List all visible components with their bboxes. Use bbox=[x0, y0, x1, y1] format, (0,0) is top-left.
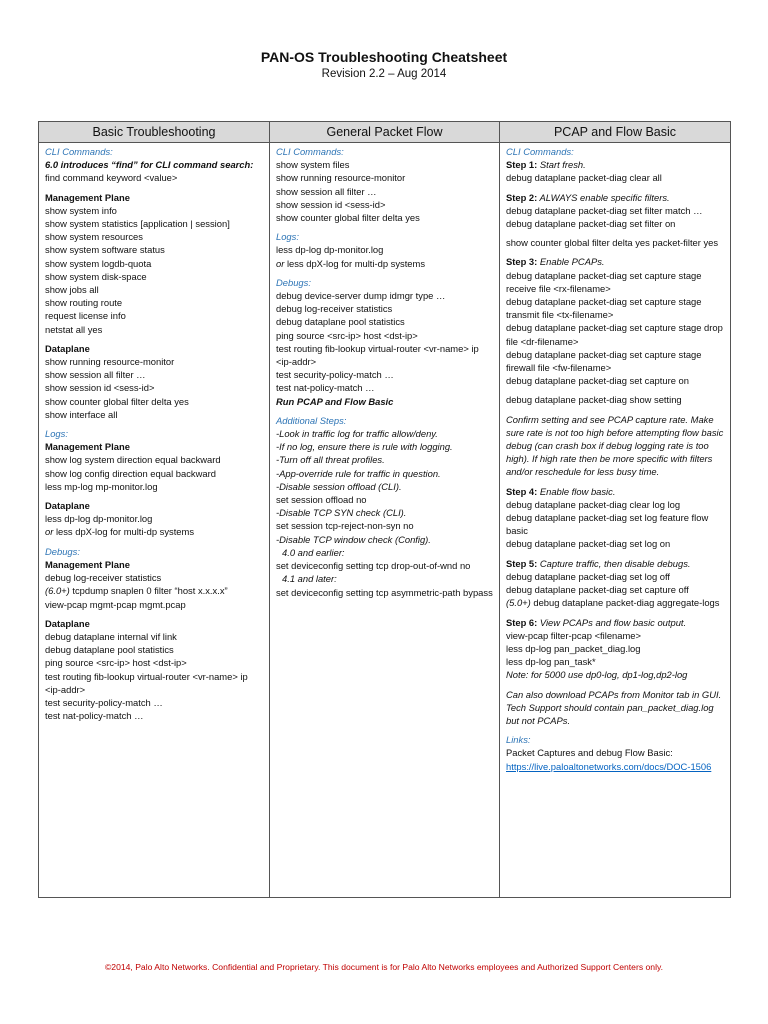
section-label: Logs: bbox=[276, 231, 299, 243]
step-number: Step 5: bbox=[506, 557, 538, 569]
command-line: set deviceconfig setting tcp asymmetric-path bypass bbox=[276, 586, 493, 598]
command-line: netstat all yes bbox=[45, 323, 103, 335]
command-line: set session offload no bbox=[276, 494, 367, 506]
command-line: ping source <src-ip> host <dst-ip> bbox=[276, 329, 418, 341]
command-line: show system resources bbox=[45, 231, 143, 243]
section-label: Debugs: bbox=[45, 545, 80, 557]
step-line bbox=[506, 557, 724, 570]
note-line: Note: for 5000 use dp0-log, dp1-log,dp2-log bbox=[506, 669, 688, 681]
command-line: find command keyword <value> bbox=[45, 172, 178, 184]
command-line: show counter global filter delta yes bbox=[45, 395, 189, 407]
step-number: Step 2: bbox=[506, 191, 538, 203]
step-description: Start fresh. bbox=[537, 159, 586, 171]
version-note: 4.1 and later: bbox=[282, 573, 337, 585]
step-number: Step 3: bbox=[506, 256, 538, 268]
command-line: show log config direction equal backward bbox=[45, 467, 216, 479]
step-number: Step 4: bbox=[506, 485, 538, 497]
command-line: debug dataplane packet-diag set log on bbox=[506, 538, 671, 550]
column-pcap-flow-basic bbox=[500, 143, 731, 898]
note-line: -Look in traffic log for traffic allow/deny. bbox=[276, 428, 438, 440]
command-line: debug dataplane packet-diag show setting bbox=[506, 394, 682, 406]
prefix: or bbox=[45, 526, 54, 538]
command-line bbox=[276, 257, 493, 270]
step-line bbox=[506, 485, 724, 498]
command-line: show counter global filter delta yes packet-filter yes bbox=[506, 237, 719, 249]
command-line: less dp-log pan_packet_diag.log bbox=[506, 642, 641, 654]
note-line: -If no log, ensure there is rule with logging. bbox=[276, 441, 453, 453]
step-description: ALWAYS enable specific filters. bbox=[537, 191, 670, 203]
command-line: show routing route bbox=[45, 297, 123, 309]
command-line: debug dataplane packet-diag set capture stage receive file <rx-filename> bbox=[506, 269, 702, 294]
command-line: debug device-server dump idmgr type … bbox=[276, 290, 446, 302]
step-number: Step 1: bbox=[506, 159, 538, 171]
command-line: show system files bbox=[276, 159, 350, 171]
command-line: view-pcap filter-pcap <filename> bbox=[506, 629, 641, 641]
command-line: ping source <src-ip> host <dst-ip> bbox=[45, 657, 187, 669]
step-description: Enable flow basic. bbox=[537, 485, 616, 497]
command-line: debug dataplane packet-diag set capture stage transmit file <tx-filename> bbox=[506, 296, 702, 321]
command-line: test nat-policy-match … bbox=[276, 382, 375, 394]
command-line: show interface all bbox=[45, 408, 118, 420]
command-line: show system info bbox=[45, 204, 117, 216]
note-line: -Disable TCP window check (Config). bbox=[276, 533, 431, 545]
command-line: debug dataplane packet-diag set filter on bbox=[506, 218, 676, 230]
column-basic-troubleshooting bbox=[39, 143, 270, 898]
step-line bbox=[506, 255, 724, 268]
step-line bbox=[506, 616, 724, 629]
command-text: less dpX-log for multi-dp systems bbox=[284, 257, 426, 269]
note-line: Confirm setting and see PCAP capture rate. Make sure rate is not too high before attempting flow basic debug (can crash box if debug logging rate is too high). If high rate then be more specific with filters and/or reschedule for less busy time. bbox=[506, 413, 724, 478]
step-description: Capture traffic, then disable debugs. bbox=[537, 557, 691, 569]
column-general-packet-flow bbox=[270, 143, 500, 898]
command-line: test nat-policy-match … bbox=[45, 710, 144, 722]
page-title: PAN-OS Troubleshooting Cheatsheet bbox=[260, 49, 508, 65]
command-line: debug dataplane pool statistics bbox=[45, 644, 174, 656]
command-line: debug dataplane packet-diag set log feature flow basic bbox=[506, 512, 709, 537]
command-line: debug dataplane packet-diag set log off bbox=[506, 570, 671, 582]
step-description: View PCAPs and flow basic output. bbox=[537, 616, 687, 628]
cheatsheet-table bbox=[38, 121, 731, 898]
command-line: less mp-log mp-monitor.log bbox=[45, 480, 158, 492]
section-label: CLI Commands: bbox=[506, 146, 574, 157]
command-line: debug log-receiver statistics bbox=[45, 572, 162, 584]
command-line: show system disk-space bbox=[45, 270, 147, 282]
step-line bbox=[506, 191, 724, 204]
command-line bbox=[45, 584, 263, 597]
prefix: (5.0+) bbox=[506, 597, 531, 609]
command-line: Packet Captures and debug Flow Basic: bbox=[506, 747, 673, 759]
subsection-heading: Dataplane bbox=[45, 500, 90, 512]
note-line: Can also download PCAPs from Monitor tab in GUI. Tech Support should contain pan_packet_diag.log but not PCAPs. bbox=[506, 688, 722, 726]
step-number: Step 6: bbox=[506, 616, 538, 628]
step-description: Enable PCAPs. bbox=[537, 256, 605, 268]
step-line bbox=[506, 158, 724, 171]
command-line: debug dataplane packet-diag clear log log bbox=[506, 498, 681, 510]
command-line: show log system direction equal backward bbox=[45, 454, 221, 466]
command-line: show running resource-monitor bbox=[276, 172, 406, 184]
section-label: Links: bbox=[506, 734, 531, 746]
subsection-heading: Management Plane bbox=[45, 558, 130, 570]
section-label: CLI Commands: bbox=[276, 146, 344, 157]
section-label: CLI Commands: bbox=[45, 146, 113, 157]
content-row bbox=[39, 143, 731, 898]
prefix: or bbox=[276, 257, 285, 269]
command-line: show system statistics [application | session] bbox=[45, 218, 230, 230]
command-line: less dp-log dp-monitor.log bbox=[45, 513, 153, 525]
subsection-heading: Dataplane bbox=[45, 617, 90, 629]
command-line: less dp-log pan_task* bbox=[506, 656, 596, 668]
command-line: show jobs all bbox=[45, 284, 99, 296]
command-line: show session all filter … bbox=[276, 185, 377, 197]
footer-disclaimer: ©2014, Palo Alto Networks. Confidential and Proprietary. This document is for Palo Alto Networks employees and Authorized Support Centers only. bbox=[104, 962, 664, 972]
command-line: debug dataplane packet-diag set capture off bbox=[506, 584, 689, 596]
command-line: less dp-log dp-monitor.log bbox=[276, 244, 384, 256]
command-line: show system logdb-quota bbox=[45, 257, 152, 269]
emphasis-line: Run PCAP and Flow Basic bbox=[276, 395, 394, 407]
note-line: -Disable TCP SYN check (CLI). bbox=[276, 507, 407, 519]
subsection-heading: Management Plane bbox=[45, 441, 130, 453]
column-header-pcap-flow-basic: PCAP and Flow Basic bbox=[500, 122, 731, 143]
header-row bbox=[39, 122, 731, 143]
command-text: debug dataplane packet-diag aggregate-logs bbox=[530, 597, 720, 609]
note-line: -Disable session offload (CLI). bbox=[276, 480, 402, 492]
command-line: set session tcp-reject-non-syn no bbox=[276, 520, 414, 532]
command-line: test routing fib-lookup virtual-router <vr-name> ip <ip-addr> bbox=[45, 670, 248, 695]
command-line: test security-policy-match … bbox=[45, 696, 163, 708]
command-line: debug dataplane packet-diag set capture stage firewall file <fw-filename> bbox=[506, 348, 702, 374]
note-line: -App-override rule for traffic in question. bbox=[276, 467, 441, 479]
revision-subtitle: Revision 2.2 – Aug 2014 bbox=[321, 68, 447, 80]
command-line: set deviceconfig setting tcp drop-out-of-wnd no bbox=[276, 560, 471, 572]
emphasis-line: 6.0 introduces “find” for CLI command search: bbox=[45, 159, 254, 171]
column-header-basic-troubleshooting: Basic Troubleshooting bbox=[39, 122, 270, 143]
command-line: show counter global filter delta yes bbox=[276, 212, 420, 224]
subsection-heading: Dataplane bbox=[45, 342, 90, 354]
column-header-general-packet-flow: General Packet Flow bbox=[270, 122, 500, 143]
command-line: show session id <sess-id> bbox=[276, 198, 386, 210]
subsection-heading: Management Plane bbox=[45, 191, 130, 203]
command-line: debug dataplane packet-diag set capture stage drop file <dr-filename> bbox=[506, 322, 723, 347]
command-line: show session id <sess-id> bbox=[45, 382, 155, 394]
command-line bbox=[506, 596, 724, 609]
command-line: debug dataplane packet-diag set capture on bbox=[506, 375, 689, 387]
note-line: -Turn off all threat profiles. bbox=[276, 454, 385, 466]
command-line bbox=[45, 525, 263, 538]
command-line: debug log-receiver statistics bbox=[276, 303, 393, 315]
section-label: Logs: bbox=[45, 428, 68, 440]
command-line: show system software status bbox=[45, 244, 165, 256]
section-label: Debugs: bbox=[276, 276, 311, 288]
command-line: test security-policy-match … bbox=[276, 369, 394, 381]
command-line: debug dataplane pool statistics bbox=[276, 316, 405, 328]
prefix: (6.0+) bbox=[45, 585, 70, 597]
command-line: debug dataplane packet-diag set filter match … bbox=[506, 204, 703, 216]
command-line: view-pcap mgmt-pcap mgmt.pcap bbox=[45, 598, 186, 610]
command-line: show running resource-monitor bbox=[45, 356, 175, 368]
version-note: 4.0 and earlier: bbox=[282, 546, 345, 558]
link-line bbox=[506, 760, 724, 773]
command-line: debug dataplane internal vif link bbox=[45, 630, 177, 642]
command-text: less dpX-log for multi-dp systems bbox=[53, 526, 195, 538]
command-text: tcpdump snaplen 0 filter “host x.x.x.x” bbox=[69, 585, 228, 597]
doc-link[interactable]: https://live.paloaltonetworks.com/docs/DOC-1506 bbox=[506, 760, 712, 772]
command-line: request license info bbox=[45, 310, 126, 322]
command-line: test routing fib-lookup virtual-router <vr-name> ip <ip-addr> bbox=[276, 342, 479, 368]
command-line: show session all filter … bbox=[45, 369, 146, 381]
command-line: debug dataplane packet-diag clear all bbox=[506, 172, 662, 184]
section-label: Additional Steps: bbox=[276, 414, 347, 426]
